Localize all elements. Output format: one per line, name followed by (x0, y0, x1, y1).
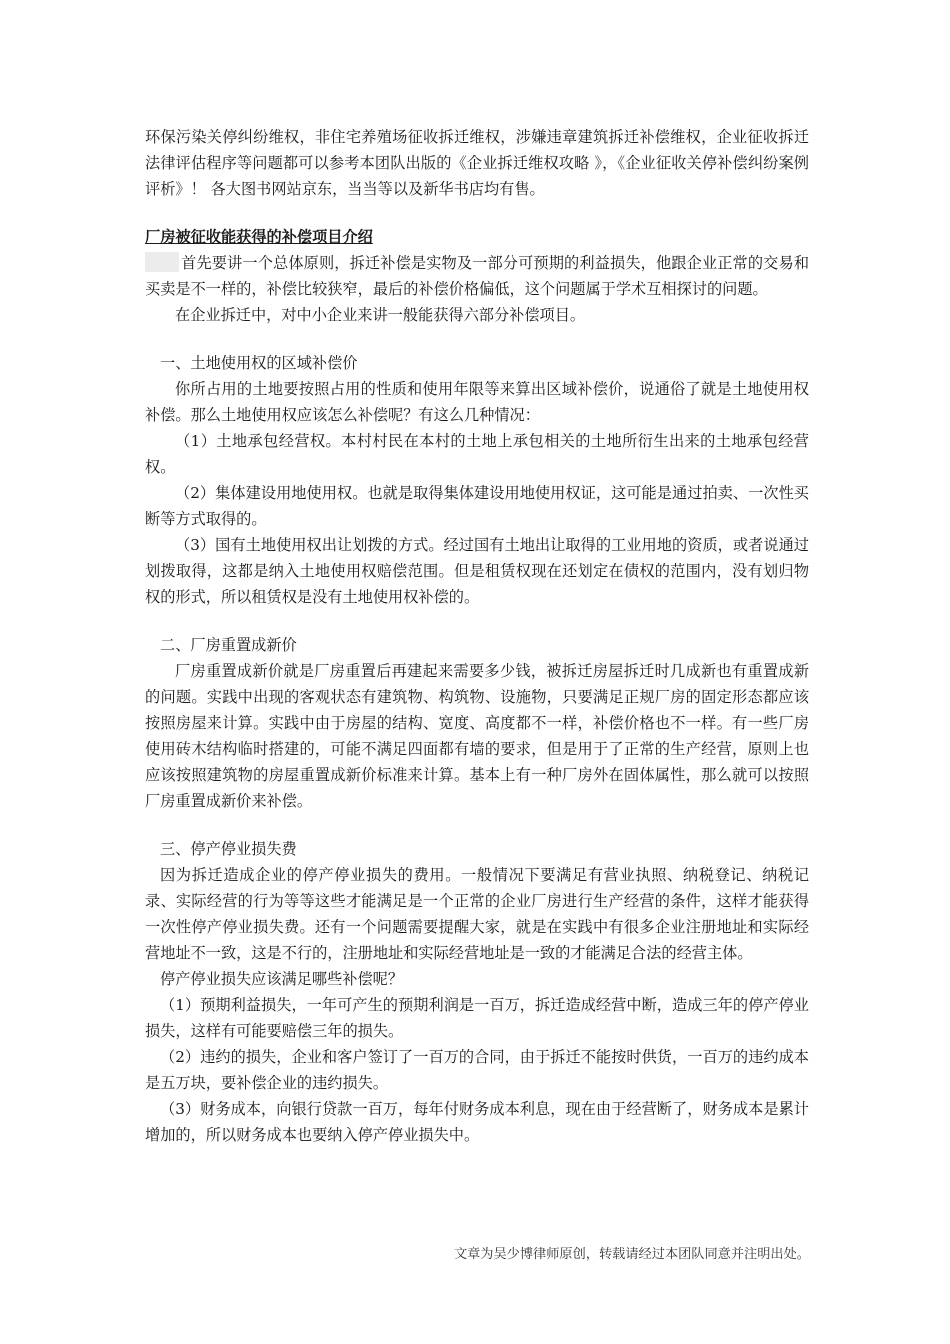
opening-paragraph-1: 首先要讲一个总体原则，拆迁补偿是实物及一部分可预期的利益损失，他跟企业正常的交易和买卖是不一样的，补偿比较狭窄，最后的补偿价格偏低，这个问题属于学术互相探讨的问题。 (145, 254, 809, 298)
part3-item-2: （2）违约的损失，企业和客户签订了一百万的合同，由于拆迁不能按时供货，一百万的违约成本是五万块，要补偿企业的违约损失。 (145, 1048, 809, 1092)
part1-item-1: （1）土地承包经营权。本村村民在本村的土地上承包相关的土地所衍生出来的土地承包经营权。 (145, 432, 809, 476)
highlight-indent (145, 252, 179, 272)
intro-paragraph: 环保污染关停纠纷维权，非住宅养殖场征收拆迁维权，涉嫌违章建筑拆迁补偿维权，企业征收拆迁法律评估程序等问题都可以参考本团队出版的《企业拆迁维权攻略 》，《企业征收关停补偿纠纷案例评析》！ 各大图书网站京东，当当等以及新华书店均有售。 (145, 128, 809, 198)
part2-title: 二、厂房重置成新价 (160, 636, 297, 654)
part1-item-2: （2）集体建设用地使用权。也就是取得集体建设用地使用权证，这可能是通过拍卖、一次性买断等方式取得的。 (145, 484, 809, 528)
part1-item-3: （3）国有土地使用权出让划拨的方式。经过国有土地出让取得的工业用地的资质，或者说通过划拨取得，这都是纳入土地使用权赔偿范围。但是租赁权现在还划定在债权的范围内，没有划归物权的形式，所以租赁权是没有土地使用权补偿的。 (145, 536, 809, 606)
footer-note: 文章为吴少博律师原创，转载请经过本团队同意并注明出处。 (453, 1247, 810, 1262)
document-body (145, 124, 809, 1148)
part1-title: 一、土地使用权的区域补偿价 (160, 354, 358, 372)
part2-paragraph-1: 厂房重置成新价就是厂房重置后再建起来需要多少钱，被拆迁房屋拆迁时几成新也有重置成新的问题。实践中出现的客观状态有建筑物、构筑物、设施物，只要满足正规厂房的固定形态都应该按照房屋来计算。实践中由于房屋的结构、宽度、高度都不一样，补偿价格也不一样。有一些厂房使用砖木结构临时搭建的，可能不满足四面都有墙的要求，但是用于了正常的生产经营，原则上也应该按照建筑物的房屋重置成新价标准来计算。基本上有一种厂房外在固体属性，那么就可以按照厂房重置成新价来补偿。 (145, 662, 809, 810)
opening-paragraph-2: 在企业拆迁中，对中小企业来讲一般能获得六部分补偿项目。 (175, 306, 586, 324)
part3-paragraph-1: 因为拆迁造成企业的停产停业损失的费用。一般情况下要满足有营业执照、纳税登记、纳税记录、实际经营的行为等等这些才能满足是一个正常的企业厂房进行生产经营的条件，这样才能获得一次性停产停业损失费。还有一个问题需要提醒大家，就是在实践中有很多企业注册地址和实际经营地址不一致，这是不行的，注册地址和实际经营地址是一致的才能满足合法的经营主体。 (145, 866, 809, 962)
part3-item-1: （1）预期利益损失，一年可产生的预期利润是一百万，拆迁造成经营中断，造成三年的停产停业损失，这样有可能要赔偿三年的损失。 (145, 996, 809, 1040)
section-title: 厂房被征收能获得的补偿项目介绍 (145, 228, 373, 246)
part1-paragraph-1: 你所占用的土地要按照占用的性质和使用年限等来算出区域补偿价，说通俗了就是土地使用权补偿。那么土地使用权应该怎么补偿呢？有这么几种情况： (145, 380, 809, 424)
part3-title: 三、停产停业损失费 (160, 840, 297, 858)
part3-paragraph-2: 停产停业损失应该满足哪些补偿呢？ (160, 970, 403, 988)
part3-item-3: （3）财务成本，向银行贷款一百万，每年付财务成本利息，现在由于经营断了，财务成本是累计增加的，所以财务成本也要纳入停产停业损失中。 (145, 1100, 809, 1144)
